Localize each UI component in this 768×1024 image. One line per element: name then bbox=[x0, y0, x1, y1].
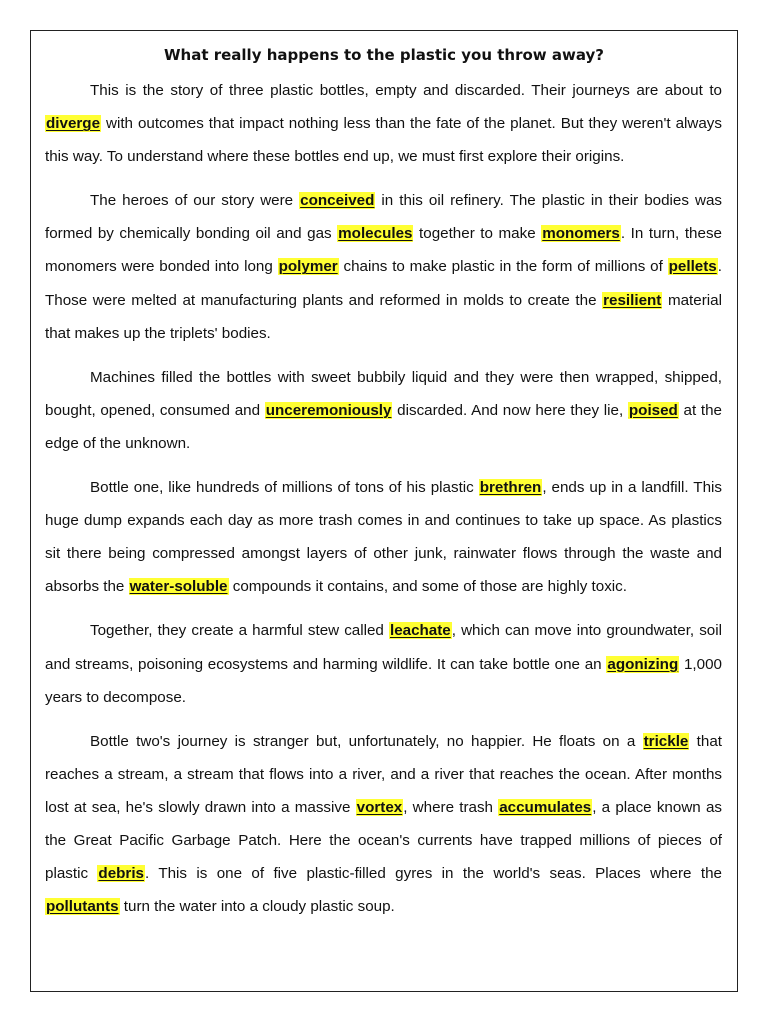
text-run: in this oil refinery. The plastic in their bodies was formed by chemically bonding oil and gas bbox=[45, 192, 722, 243]
text-run: . Those were melted at manufacturing plants and reformed in molds to create the bbox=[45, 258, 722, 309]
vocab-highlight: monomers bbox=[542, 225, 620, 243]
text-run: , ends up in a landfill. This huge dump expands each day as more trash comes in and continues to take up space. As plastics sit there being compressed amongst layers of other junk, rainwater flows through the waste and absorbs the bbox=[45, 479, 723, 596]
text-run: that reaches a stream, a stream that flows into a river, and a river that reaches the ocean. After months lost at sea, he's slowly drawn into a massive bbox=[45, 732, 722, 816]
text-run: 1,000 years to decompose. bbox=[45, 655, 722, 706]
page-title: What really happens to the plastic you throw away? bbox=[163, 46, 605, 64]
text-run: The heroes of our story were bbox=[90, 192, 300, 210]
text-run: , a place known as the Great Pacific Garbage Patch. Here the ocean's currents have trapped millions of pieces of plastic bbox=[45, 798, 722, 883]
text-run: , where trash bbox=[403, 798, 499, 816]
vocab-highlight: resilient bbox=[603, 291, 662, 309]
text-run: turn the water into a cloudy plastic soup. bbox=[119, 898, 395, 916]
text-run: . In turn, these monomers were bonded into long bbox=[45, 225, 722, 276]
text-run: Together, they create a harmful stew called bbox=[90, 622, 389, 640]
vocab-highlight: poised bbox=[628, 401, 678, 419]
vocab-highlight: vortex bbox=[356, 798, 403, 816]
text-run: discarded. And now here they lie, bbox=[392, 401, 628, 419]
text-run: , which can move into groundwater, soil and streams, poisoning ecosystems and harming wildlife. It can take bottle one an bbox=[45, 622, 723, 673]
vocab-highlight: water-soluble bbox=[129, 578, 228, 596]
paragraph-2 bbox=[45, 184, 722, 349]
vocab-highlight: pollutants bbox=[46, 898, 119, 916]
text-run: at the edge of the unknown. bbox=[45, 401, 722, 452]
vocab-highlight: brethren bbox=[479, 479, 542, 497]
paragraph-4 bbox=[45, 471, 722, 603]
vocab-highlight: leachate bbox=[389, 622, 451, 640]
text-run: Bottle two's journey is stranger but, unfortunately, no happier. He floats on a bbox=[90, 732, 643, 750]
text-run: material that makes up the triplets' bodies. bbox=[45, 291, 722, 342]
text-run: chains to make plastic in the form of millions of bbox=[338, 258, 668, 276]
text-run: with outcomes that impact nothing less than the fate of the planet. But they weren't always this way. To understand where these bottles end up, we must first explore their origins. bbox=[45, 115, 722, 166]
text-run: This is the story of three plastic bottles, empty and discarded. Their journeys are about to bbox=[90, 82, 722, 99]
article-body bbox=[45, 74, 722, 934]
vocab-highlight: molecules bbox=[338, 225, 413, 243]
paragraph-6 bbox=[45, 725, 722, 924]
paragraph-5 bbox=[45, 614, 722, 713]
vocab-highlight: polymer bbox=[278, 258, 338, 276]
text-run: Bottle one, like hundreds of millions of tons of his plastic bbox=[90, 479, 479, 497]
vocab-highlight: unceremoniously bbox=[265, 401, 392, 419]
text-run: . This is one of five plastic-filled gyres in the world's seas. Places where the bbox=[145, 865, 722, 883]
paragraph-1 bbox=[45, 74, 722, 173]
paragraph-3 bbox=[45, 361, 722, 460]
vocab-highlight: debris bbox=[98, 865, 144, 883]
text-run: compounds it contains, and some of those are highly toxic. bbox=[228, 578, 627, 596]
vocab-highlight: conceived bbox=[300, 192, 375, 210]
vocab-highlight: pellets bbox=[668, 258, 717, 276]
vocab-highlight: diverge bbox=[46, 115, 101, 133]
vocab-highlight: agonizing bbox=[607, 655, 679, 673]
vocab-highlight: trickle bbox=[643, 732, 689, 750]
text-run: together to make bbox=[413, 225, 542, 243]
text-run: Machines filled the bottles with sweet bubbily liquid and they were then wrapped, shipped, bought, opened, consumed and bbox=[45, 368, 722, 419]
vocab-highlight: accumulates bbox=[499, 798, 592, 816]
